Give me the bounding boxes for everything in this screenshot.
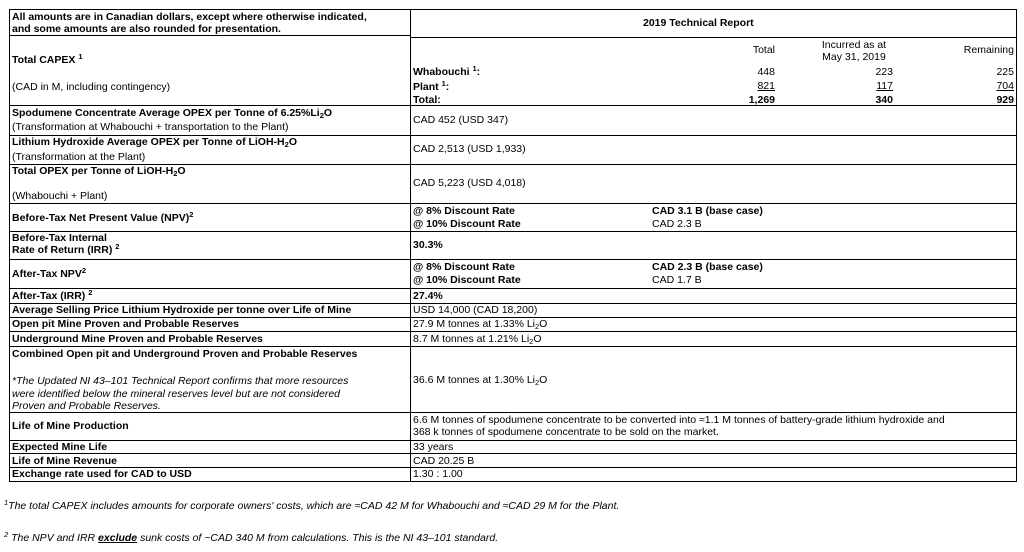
row-divider [410,37,1017,38]
spodumene-opex-note: (Transformation at Whabouchi + transportation to the Plant) [12,121,289,133]
capex-value-remaining: 704 [996,80,1014,92]
exchange-rate-label: Exchange rate used for CAD to USD [12,468,192,480]
row-divider [9,453,1017,454]
technical-report-table [9,9,1017,482]
footnote-2: $^2$ The NPV and IRR exclude sunk costs of ~CAD 340 M from calculations. This is the NI 43–101 standard. [4,530,499,544]
lom-production-value: 6.6 M tonnes of spodumene concentrate to be converted into ≈1.1 M tonnes of battery-grade lithium hydroxide and 368 k tonnes of spodumene concentrate to be sold on the market. [413,414,945,438]
irr-before-label: Before-Tax Internal Rate of Return (IRR) $^2$ [12,232,120,256]
total-opex-label: Total OPEX per Tonne of LiOH-$H_2O$ [12,165,186,178]
spodumene-opex-label: Spodumene Concentrate Average OPEX per Tonne of $6.25\%Li_2O$ [12,107,333,120]
capex-col-incurred: Incurred as at May 31, 2019 [821,39,887,63]
capex-value-total: 448 [757,66,775,78]
capex-row-label: Whabouchi $^1$: [413,64,481,78]
mine-life-label: Expected Mine Life [12,441,108,453]
underground-value: 8.7 M tonnes at 1.21% $Li_2O$ [413,333,542,346]
lioh-opex-note: (Transformation at the Plant) [12,151,146,163]
npv-after-rate-8: @ 8% Discount Rate [413,261,515,273]
npv-after-label: After-Tax NPV$^2$ [12,266,86,280]
total-opex-note: (Whabouchi + Plant) [12,190,108,202]
lioh-opex-label: Lithium Hydroxide Average OPEX per Tonne of LiOH-$H_2O$ [12,136,297,149]
footnote-1: $^1$The total CAPEX includes amounts for corporate owners' costs, which are ≈CAD 42 M for Whabouchi and ≈CAD 29 M for the Plant. [4,498,620,512]
lioh-opex-value: CAD 2,513 (USD 1,933) [413,143,526,155]
row-divider [9,203,1017,204]
capex-value-incurred: 223 [875,66,893,78]
open-pit-value: 27.9 M tonnes at 1.33% $Li_2O$ [413,318,548,331]
capex-value-total: 821 [757,80,775,92]
capex-row-label: Total: [413,94,441,106]
exchange-rate-value: 1.30 : 1.00 [413,468,463,480]
capex-col-total: Total [752,44,775,56]
irr-before-value: 30.3% [413,239,443,251]
underground-label: Underground Mine Proven and Probable Reserves [12,333,263,345]
npv-after-rate-10: @ 10% Discount Rate [413,274,521,286]
capex-value-incurred: 117 [876,80,893,92]
capex-subtitle: (CAD in M, including contingency) [12,81,171,93]
npv-before-rate-8: @ 8% Discount Rate [413,205,515,217]
lom-production-label: Life of Mine Production [12,420,129,432]
table-border-top [9,9,1017,10]
row-divider [9,288,1017,289]
combined-label: Combined Open pit and Underground Proven and Probable Reserves [12,348,358,360]
lom-revenue-label: Life of Mine Revenue [12,455,118,467]
npv-before-value-10: CAD 2.3 B [652,218,702,230]
mine-life-value: 33 years [413,441,454,453]
npv-before-rate-10: @ 10% Discount Rate [413,218,521,230]
npv-before-value-8: CAD 3.1 B (base case) [652,205,763,217]
row-divider [9,259,1017,260]
capex-value-remaining: 225 [996,66,1014,78]
capex-value-total: 1,269 [748,94,775,106]
report-title: 2019 Technical Report [643,17,754,29]
npv-after-value-8: CAD 2.3 B (base case) [652,261,763,273]
spodumene-opex-value: CAD 452 (USD 347) [413,114,509,126]
total-opex-value: CAD 5,223 (USD 4,018) [413,177,526,189]
row-divider [9,231,1017,232]
row-divider [9,346,1017,347]
table-border-bottom [9,481,1017,482]
avg-price-label: Average Selling Price Lithium Hydroxide per tonne over Life of Mine [12,304,352,316]
header-note: All amounts are in Canadian dollars, except where otherwise indicated, and some amounts are also rounded for presentation. [12,11,367,35]
row-divider [9,440,1017,441]
row-divider [9,331,1017,332]
capex-value-incurred: 340 [875,94,893,106]
avg-price-value: USD 14,000 (CAD 18,200) [413,304,538,316]
lom-revenue-value: CAD 20.25 B [413,455,475,467]
row-divider [9,35,411,36]
irr-after-value: 27.4% [413,290,443,302]
capex-value-remaining: 929 [996,94,1014,106]
capex-col-remaining: Remaining [963,44,1014,56]
combined-value: 36.6 M tonnes at 1.30% $Li_2O$ [413,374,548,387]
capex-row-label: Plant $^1$: [413,79,450,93]
irr-after-label: After-Tax (IRR) $^2$ [12,288,93,302]
npv-before-label: Before-Tax Net Present Value (NPV)$^2$ [12,210,194,224]
open-pit-label: Open pit Mine Proven and Probable Reserves [12,318,239,330]
npv-after-value-10: CAD 1.7 B [652,274,702,286]
combined-note: *The Updated NI 43–101 Technical Report confirms that more resources were identified below the mineral reserves level but are not considered Proven and Probable Reserves. [12,375,349,412]
capex-title: Total CAPEX $^1$ [12,52,83,66]
